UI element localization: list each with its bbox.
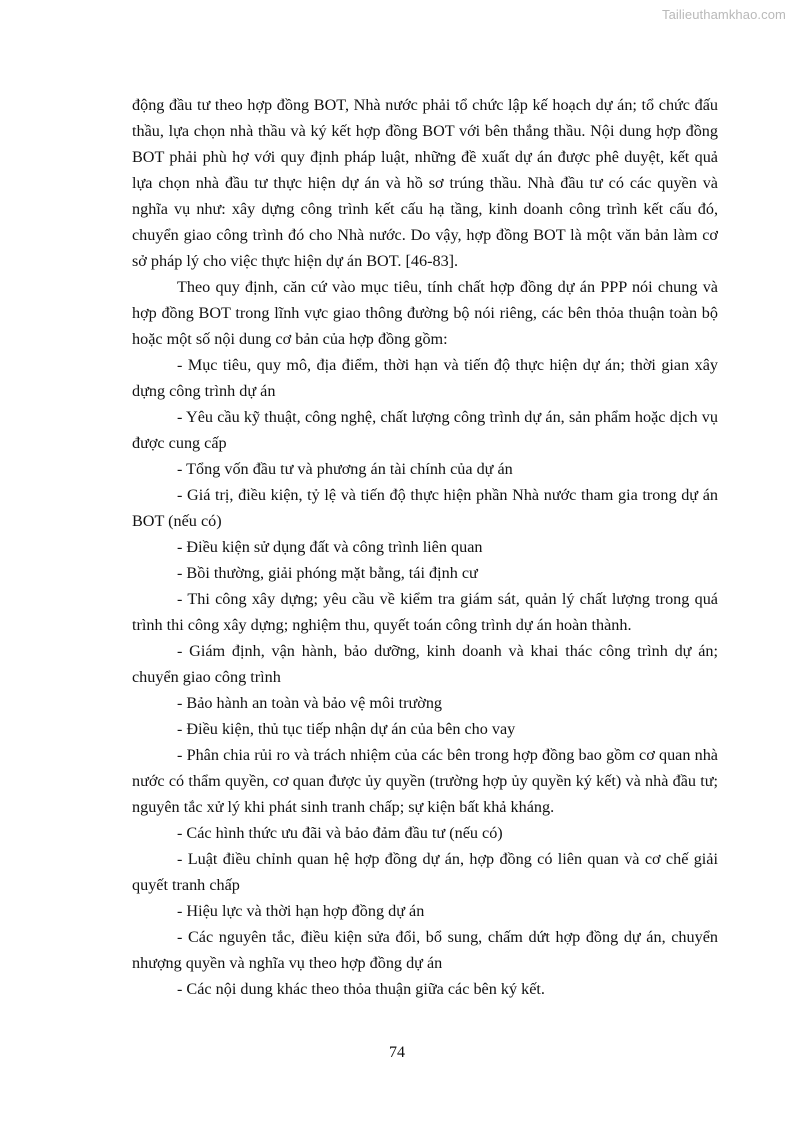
list-item: - Mục tiêu, quy mô, địa điểm, thời hạn và tiến độ thực hiện dự án; thời gian xây dựng công trình dự án	[132, 356, 718, 400]
list-item: - Các hình thức ưu đãi và bảo đảm đầu tư (nếu có)	[177, 824, 503, 842]
list-item: - Các nguyên tắc, điều kiện sửa đổi, bổ sung, chấm dứt hợp đồng dự án, chuyển nhượng quyền và nghĩa vụ theo hợp đồng dự án	[132, 928, 718, 972]
list-item: - Bảo hành an toàn và bảo vệ môi trường	[177, 694, 443, 712]
document-body	[132, 92, 718, 1002]
list-item: - Điều kiện sử dụng đất và công trình liên quan	[177, 538, 483, 556]
page-number: 74	[389, 1044, 405, 1061]
list-item: - Giám định, vận hành, bảo dưỡng, kinh doanh và khai thác công trình dự án; chuyển giao công trình	[132, 642, 718, 686]
list-item: - Yêu cầu kỹ thuật, công nghệ, chất lượng công trình dự án, sản phẩm hoặc dịch vụ được cung cấp	[132, 408, 718, 452]
watermark: Tailieuthamkhao.com	[661, 7, 786, 22]
list-item: - Điều kiện, thủ tục tiếp nhận dự án của bên cho vay	[177, 720, 516, 738]
list-item: - Hiệu lực và thời hạn hợp đồng dự án	[177, 902, 425, 920]
paragraph-continuation: động đầu tư theo hợp đồng BOT, Nhà nước phải tổ chức lập kế hoạch dự án; tổ chức đấu thầu, lựa chọn nhà thầu và ký kết hợp đồng BOT với bên thắng thầu. Nội dung hợp đồng BOT phải phù hợ với quy định pháp luật, những đề xuất dự án được phê duyệt, kết quả lựa chọn nhà đầu tư thực hiện dự án và hồ sơ trúng thầu. Nhà đầu tư có các quyền và nghĩa vụ như: xây dựng công trình kết cấu hạ tầng, kinh doanh công trình kết cấu đó, chuyển giao công trình đó cho Nhà nước. Do vậy, hợp đồng BOT là một văn bản làm cơ sở pháp lý cho việc thực hiện dự án BOT. [46-83].	[132, 96, 718, 270]
list-item: - Luật điều chỉnh quan hệ hợp đồng dự án, hợp đồng có liên quan và cơ chế giải quyết tranh chấp	[132, 850, 718, 894]
list-item: - Thi công xây dựng; yêu cầu về kiểm tra giám sát, quản lý chất lượng trong quá trình thi công xây dựng; nghiệm thu, quyết toán công trình dự án hoàn thành.	[132, 590, 718, 634]
list-item: - Giá trị, điều kiện, tỷ lệ và tiến độ thực hiện phần Nhà nước tham gia trong dự án BOT (nếu có)	[132, 486, 718, 530]
list-item: - Bồi thường, giải phóng mặt bằng, tái định cư	[177, 564, 478, 582]
list-item: - Phân chia rủi ro và trách nhiệm của các bên trong hợp đồng bao gồm cơ quan nhà nước có thẩm quyền, cơ quan được ủy quyền (trường hợp ủy quyền ký kết) và nhà đầu tư; nguyên tắc xử lý khi phát sinh tranh chấp; sự kiện bất khả kháng.	[132, 746, 718, 816]
paragraph-intro: Theo quy định, căn cứ vào mục tiêu, tính chất hợp đồng dự án PPP nói chung và hợp đồng BOT trong lĩnh vực giao thông đường bộ nói riêng, các bên thỏa thuận toàn bộ hoặc một số nội dung cơ bản của hợp đồng gồm:	[132, 278, 718, 348]
list-item: - Tổng vốn đầu tư và phương án tài chính của dự án	[177, 460, 513, 478]
list-item: - Các nội dung khác theo thỏa thuận giữa các bên ký kết.	[177, 980, 545, 998]
